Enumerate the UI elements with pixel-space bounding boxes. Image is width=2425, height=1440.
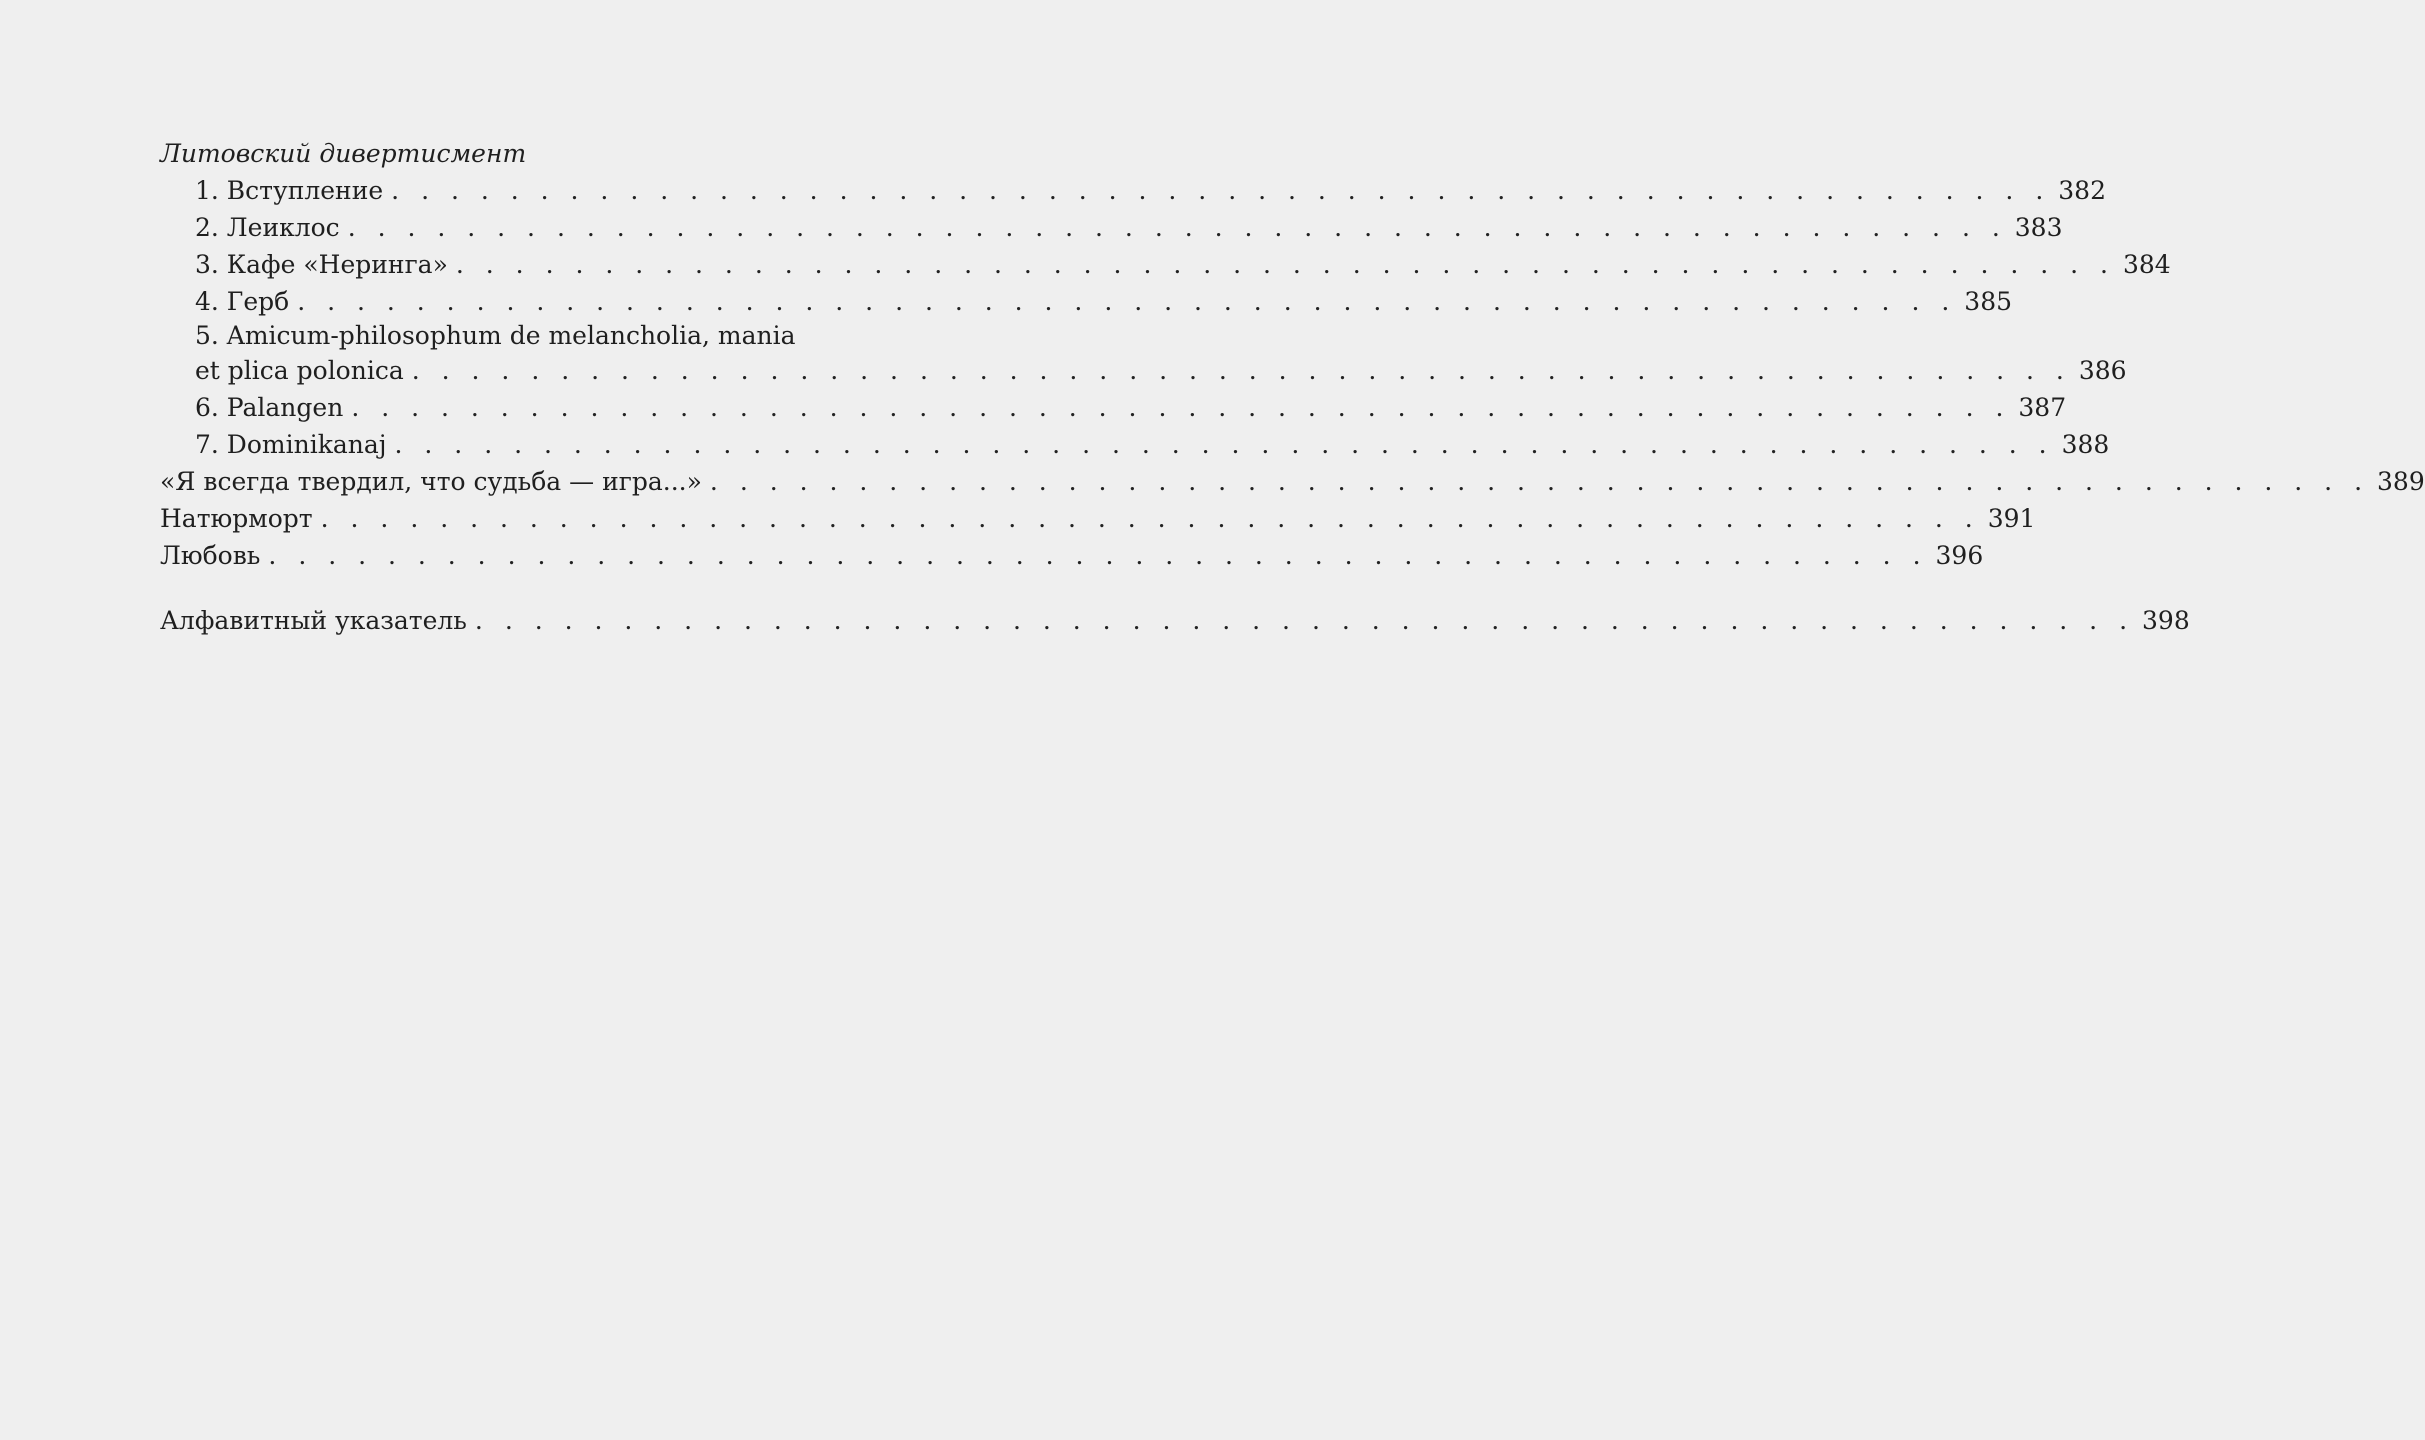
toc-entry-title-cont: et plica polonica xyxy=(195,356,404,385)
toc-entry-title: Натюрморт xyxy=(160,504,313,533)
dot-leader: . . . . . . . . . . . . . . . . . . . . . . . . . . . . . . . . . . . . . . . . . . . . . . . . . . . . . . . . xyxy=(709,467,2370,496)
toc-entry-page: 389 xyxy=(2377,467,2425,496)
toc-entry-page: 387 xyxy=(2018,393,2067,422)
toc-entry-multiline[interactable] xyxy=(195,320,2127,389)
dot-leader: . . . . . . . . . . . . . . . . . . . . . . . . . . . . . . . . . . . . . . . . . . . . . . . . . . . . . . . . xyxy=(268,541,1928,570)
toc-entry[interactable] xyxy=(195,209,2063,246)
toc-entry-page: 383 xyxy=(2014,213,2063,242)
toc-entry[interactable] xyxy=(195,283,2013,320)
dot-leader: . . . . . . . . . . . . . . . . . . . . . . . . . . . . . . . . . . . . . . . . . . . . . . . . . . . . . . . . xyxy=(391,176,2051,205)
toc-entry-title: 3. Кафе «Неринга» xyxy=(195,250,448,279)
toc-entry-title: 2. Леиклос xyxy=(195,213,340,242)
toc-entry-page: 396 xyxy=(1935,541,1984,570)
table-of-contents xyxy=(160,135,2425,639)
spacer xyxy=(160,574,845,602)
toc-entry[interactable] xyxy=(160,500,2036,537)
toc-entry-page: 382 xyxy=(2058,176,2106,205)
toc-entry-page: 391 xyxy=(1987,504,2036,533)
dot-leader: . . . . . . . . . . . . . . . . . . . . . . . . . . . . . . . . . . . . . . . . . . . . . . . . . . . . . . . . xyxy=(297,287,1957,316)
toc-entry-title: 4. Герб xyxy=(195,287,290,316)
toc-entry[interactable] xyxy=(195,389,2067,426)
toc-entry-title: Любовь xyxy=(160,541,261,570)
dot-leader: . . . . . . . . . . . . . . . . . . . . . . . . . . . . . . . . . . . . . . . . . . . . . . . . . . . . . . . . xyxy=(394,430,2054,459)
toc-entry[interactable] xyxy=(195,172,2106,209)
toc-entry-page: 388 xyxy=(2061,430,2110,459)
toc-entry-title: 1. Вступление xyxy=(195,176,384,205)
dot-leader: . . . . . . . . . . . . . . . . . . . . . . . . . . . . . . . . . . . . . . . . . . . . . . . . . . . . . . . . xyxy=(455,250,2115,279)
toc-entry-page: 386 xyxy=(2078,356,2127,385)
section-title: Литовский дивертисмент xyxy=(160,139,527,168)
dot-leader: . . . . . . . . . . . . . . . . . . . . . . . . . . . . . . . . . . . . . . . . . . . . . . . . . . . . . . . . xyxy=(351,393,2011,422)
toc-entry-title: Алфавитный указатель xyxy=(160,606,467,635)
toc-entry-page: 385 xyxy=(1964,287,2013,316)
dot-leader: . . . . . . . . . . . . . . . . . . . . . . . . . . . . . . . . . . . . . . . . . . . . . . . . . . . . . . . . xyxy=(347,213,2007,242)
toc-entry-title: 7. Dominikanaj xyxy=(195,430,387,459)
toc-entry-title: 5. Amicum-philosophum de melancholia, mania xyxy=(195,321,796,350)
toc-entry-page: 384 xyxy=(2122,250,2171,279)
toc-entry-page: 398 xyxy=(2142,606,2190,635)
toc-entry-continuation xyxy=(195,352,2127,389)
toc-entry-index[interactable] xyxy=(160,602,2190,639)
toc-entry[interactable] xyxy=(195,426,2110,463)
dot-leader: . . . . . . . . . . . . . . . . . . . . . . . . . . . . . . . . . . . . . . . . . . . . . . . . . . . . . . . . xyxy=(411,356,2071,385)
toc-entry[interactable] xyxy=(195,246,2171,283)
dot-leader: . . . . . . . . . . . . . . . . . . . . . . . . . . . . . . . . . . . . . . . . . . . . . . . . . . . . . . . . xyxy=(474,606,2135,635)
toc-entry[interactable] xyxy=(160,463,2425,500)
toc-entry-title: «Я всегда твердил, что судьба — игра...» xyxy=(160,467,702,496)
toc-entry[interactable] xyxy=(160,537,1984,574)
dot-leader: . . . . . . . . . . . . . . . . . . . . . . . . . . . . . . . . . . . . . . . . . . . . . . . . . . . . . . . . xyxy=(320,504,1980,533)
toc-entry-title: 6. Palangen xyxy=(195,393,344,422)
